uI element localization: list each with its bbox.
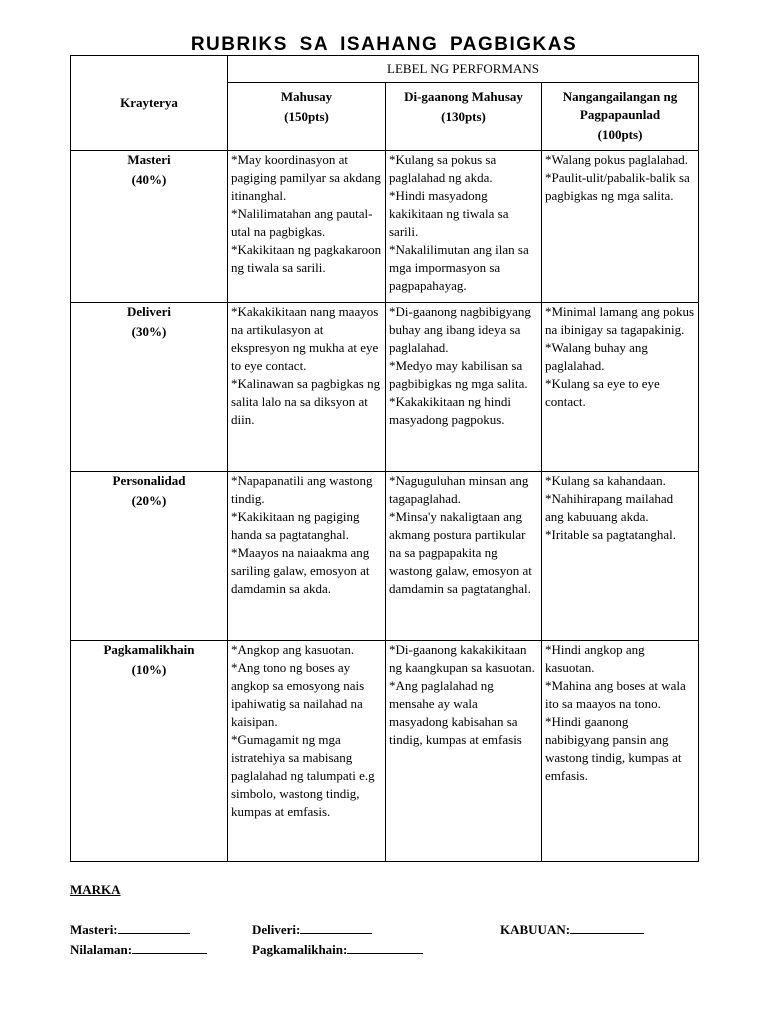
- descriptor: *Kulang sa pokus sa paglalahad ng akda.: [389, 152, 497, 185]
- level-points: (130pts): [441, 109, 486, 124]
- level-nangangailangan: [542, 83, 699, 151]
- level-di-gaanong-mahusay: [386, 83, 542, 151]
- criteria-header: Krayterya: [71, 56, 228, 151]
- descriptor-cell: [386, 472, 542, 641]
- descriptor: *Kulang sa kahandaan.: [545, 473, 666, 488]
- descriptor: *Nakalilimutan ang ilan sa mga impormasyon sa pagpapahayag.: [389, 242, 529, 293]
- descriptor: *Di-gaanong nagbibigyang buhay ang ibang ideya sa paglalahad.: [389, 304, 531, 355]
- descriptor: *Iritable sa pagtatanghal.: [545, 527, 677, 542]
- score-pagkamalikhain: [252, 941, 423, 958]
- criterion-cell: [71, 151, 228, 303]
- descriptor-cell: [228, 151, 386, 303]
- descriptor: *Medyo may kabilisan sa pagbibigkas ng mga salita.: [389, 358, 528, 391]
- level-mahusay: [228, 83, 386, 151]
- score-deliveri: [252, 921, 372, 938]
- descriptor-cell: [542, 151, 699, 303]
- performance-level-header: LEBEL NG PERFORMANS: [228, 56, 699, 83]
- level-name: Nangangailangan ng Pagpapaunlad: [562, 89, 678, 122]
- descriptor-cell: [542, 641, 699, 862]
- descriptor: *Nahihirapang mailahad ang kabuuang akda.: [545, 491, 674, 524]
- score-blank[interactable]: [347, 941, 423, 954]
- table-row-deliveri: [71, 303, 699, 472]
- descriptor: *Nalilimatahan ang pautal-utal na pagbigkas.: [231, 206, 373, 239]
- score-blank[interactable]: [300, 921, 372, 934]
- descriptor: *Minimal lamang ang pokus na ibinigay sa tagapakinig.: [545, 304, 695, 337]
- criterion-cell: [71, 472, 228, 641]
- score-label: Deliveri:: [252, 922, 301, 937]
- descriptor: *Hindi gaanong nabibigyang pansin ang wastong tindig, kumpas at emfasis.: [545, 714, 682, 783]
- descriptor: *Napapanatili ang wastong tindig.: [231, 473, 373, 506]
- rubric-table: [70, 55, 699, 862]
- descriptor: *Walang buhay ang paglalahad.: [545, 340, 648, 373]
- descriptor-cell: [386, 641, 542, 862]
- descriptor-cell: [386, 151, 542, 303]
- marka-heading: MARKA: [70, 882, 121, 897]
- score-label: Masteri:: [70, 922, 118, 937]
- criterion-cell: [71, 641, 228, 862]
- document-title: RUBRIKS SA ISAHANG PAGBIGKAS: [190, 34, 578, 55]
- descriptor: *Kakakikitaan ng hindi masyadong pagpokus.: [389, 394, 512, 427]
- criterion-name: Masteri: [127, 152, 171, 167]
- score-label: KABUUAN:: [500, 922, 571, 937]
- descriptor: *Kulang sa eye to eye contact.: [545, 376, 660, 409]
- descriptor: *Di-gaanong kakakikitaan ng kaangkupan sa kasuotan.: [389, 642, 535, 675]
- criterion-percent: (40%): [131, 172, 167, 187]
- descriptor-cell: [228, 641, 386, 862]
- score-blank[interactable]: [132, 941, 207, 954]
- descriptor: *Paulit-ulit/pabalik-balik sa pagbigkas ng mga salita.: [545, 170, 690, 203]
- level-points: (150pts): [284, 109, 329, 124]
- descriptor: *Maayos na naiaakma ang sariling galaw, emosyon at damdamin sa akda.: [231, 545, 370, 596]
- descriptor: *Ang tono ng boses ay angkop sa emosyong nais ipahiwatig sa nailahad na kaisipan.: [231, 660, 365, 729]
- score-nilalaman: [70, 941, 207, 958]
- criterion-percent: (10%): [131, 662, 167, 677]
- score-blank[interactable]: [118, 921, 190, 934]
- descriptor: *Minsa'y nakaligtaan ang akmang postura partikular na sa pagpapakita ng wastong galaw, emosyon at damdamin sa pagtatanghal.: [389, 509, 532, 596]
- descriptor: *May koordinasyon at pagiging pamilyar sa akdang itinanghal.: [231, 152, 381, 203]
- descriptor-cell: [542, 303, 699, 472]
- level-points: (100pts): [597, 127, 643, 142]
- level-name: Mahusay: [280, 89, 333, 104]
- descriptor: *Hindi masyadong kakikitaan ng tiwala sa sarili.: [389, 188, 509, 239]
- descriptor: *Hindi angkop ang kasuotan.: [545, 642, 645, 675]
- descriptor: *Kakikitaan ng pagiging handa sa pagtatanghal.: [231, 509, 360, 542]
- descriptor-cell: [542, 472, 699, 641]
- table-row-pagkamalikhain: [71, 641, 699, 862]
- score-label: Nilalaman:: [70, 942, 133, 957]
- descriptor-cell: [228, 472, 386, 641]
- level-name: Di-gaanong Mahusay: [404, 89, 523, 104]
- criterion-name: Pagkamalikhain: [103, 642, 195, 657]
- descriptor: *Naguguluhan minsan ang tagapaglahad.: [389, 473, 529, 506]
- criterion-percent: (30%): [131, 324, 167, 339]
- descriptor: *Gumagamit ng mga istratehiya sa mabisang paglalahad ng talumpati e.g simbolo, wastong tindig, kumpas at emfasis.: [231, 732, 375, 819]
- score-masteri: [70, 921, 190, 938]
- criterion-percent: (20%): [131, 493, 167, 508]
- score-kabuuan: [500, 921, 644, 938]
- descriptor: *Kakakikitaan nang maayos na artikulasyon at ekspresyon ng mukha at eye to eye contact.: [231, 304, 379, 373]
- descriptor-cell: [228, 303, 386, 472]
- descriptor: *Mahina ang boses at wala ito sa maayos na tono.: [545, 678, 686, 711]
- descriptor: *Walang pokus paglalahad.: [545, 152, 688, 167]
- criterion-cell: [71, 303, 228, 472]
- descriptor-cell: [386, 303, 542, 472]
- score-blank[interactable]: [570, 921, 644, 934]
- descriptor: *Angkop ang kasuotan.: [231, 642, 355, 657]
- criterion-name: Personalidad: [112, 473, 186, 488]
- criterion-name: Deliveri: [126, 304, 172, 319]
- descriptor: *Kakikitaan ng pagkakaroon ng tiwala sa sarili.: [231, 242, 382, 275]
- table-row-personalidad: [71, 472, 699, 641]
- descriptor: *Kalinawan sa pagbigkas ng salita lalo na sa diksyon at diin.: [231, 376, 381, 427]
- descriptor: *Ang paglalahad ng mensahe ay wala masyadong kabisahan sa tindig, kumpas at emfasis: [389, 678, 522, 747]
- table-row-masteri: [71, 151, 699, 303]
- score-label: Pagkamalikhain:: [252, 942, 348, 957]
